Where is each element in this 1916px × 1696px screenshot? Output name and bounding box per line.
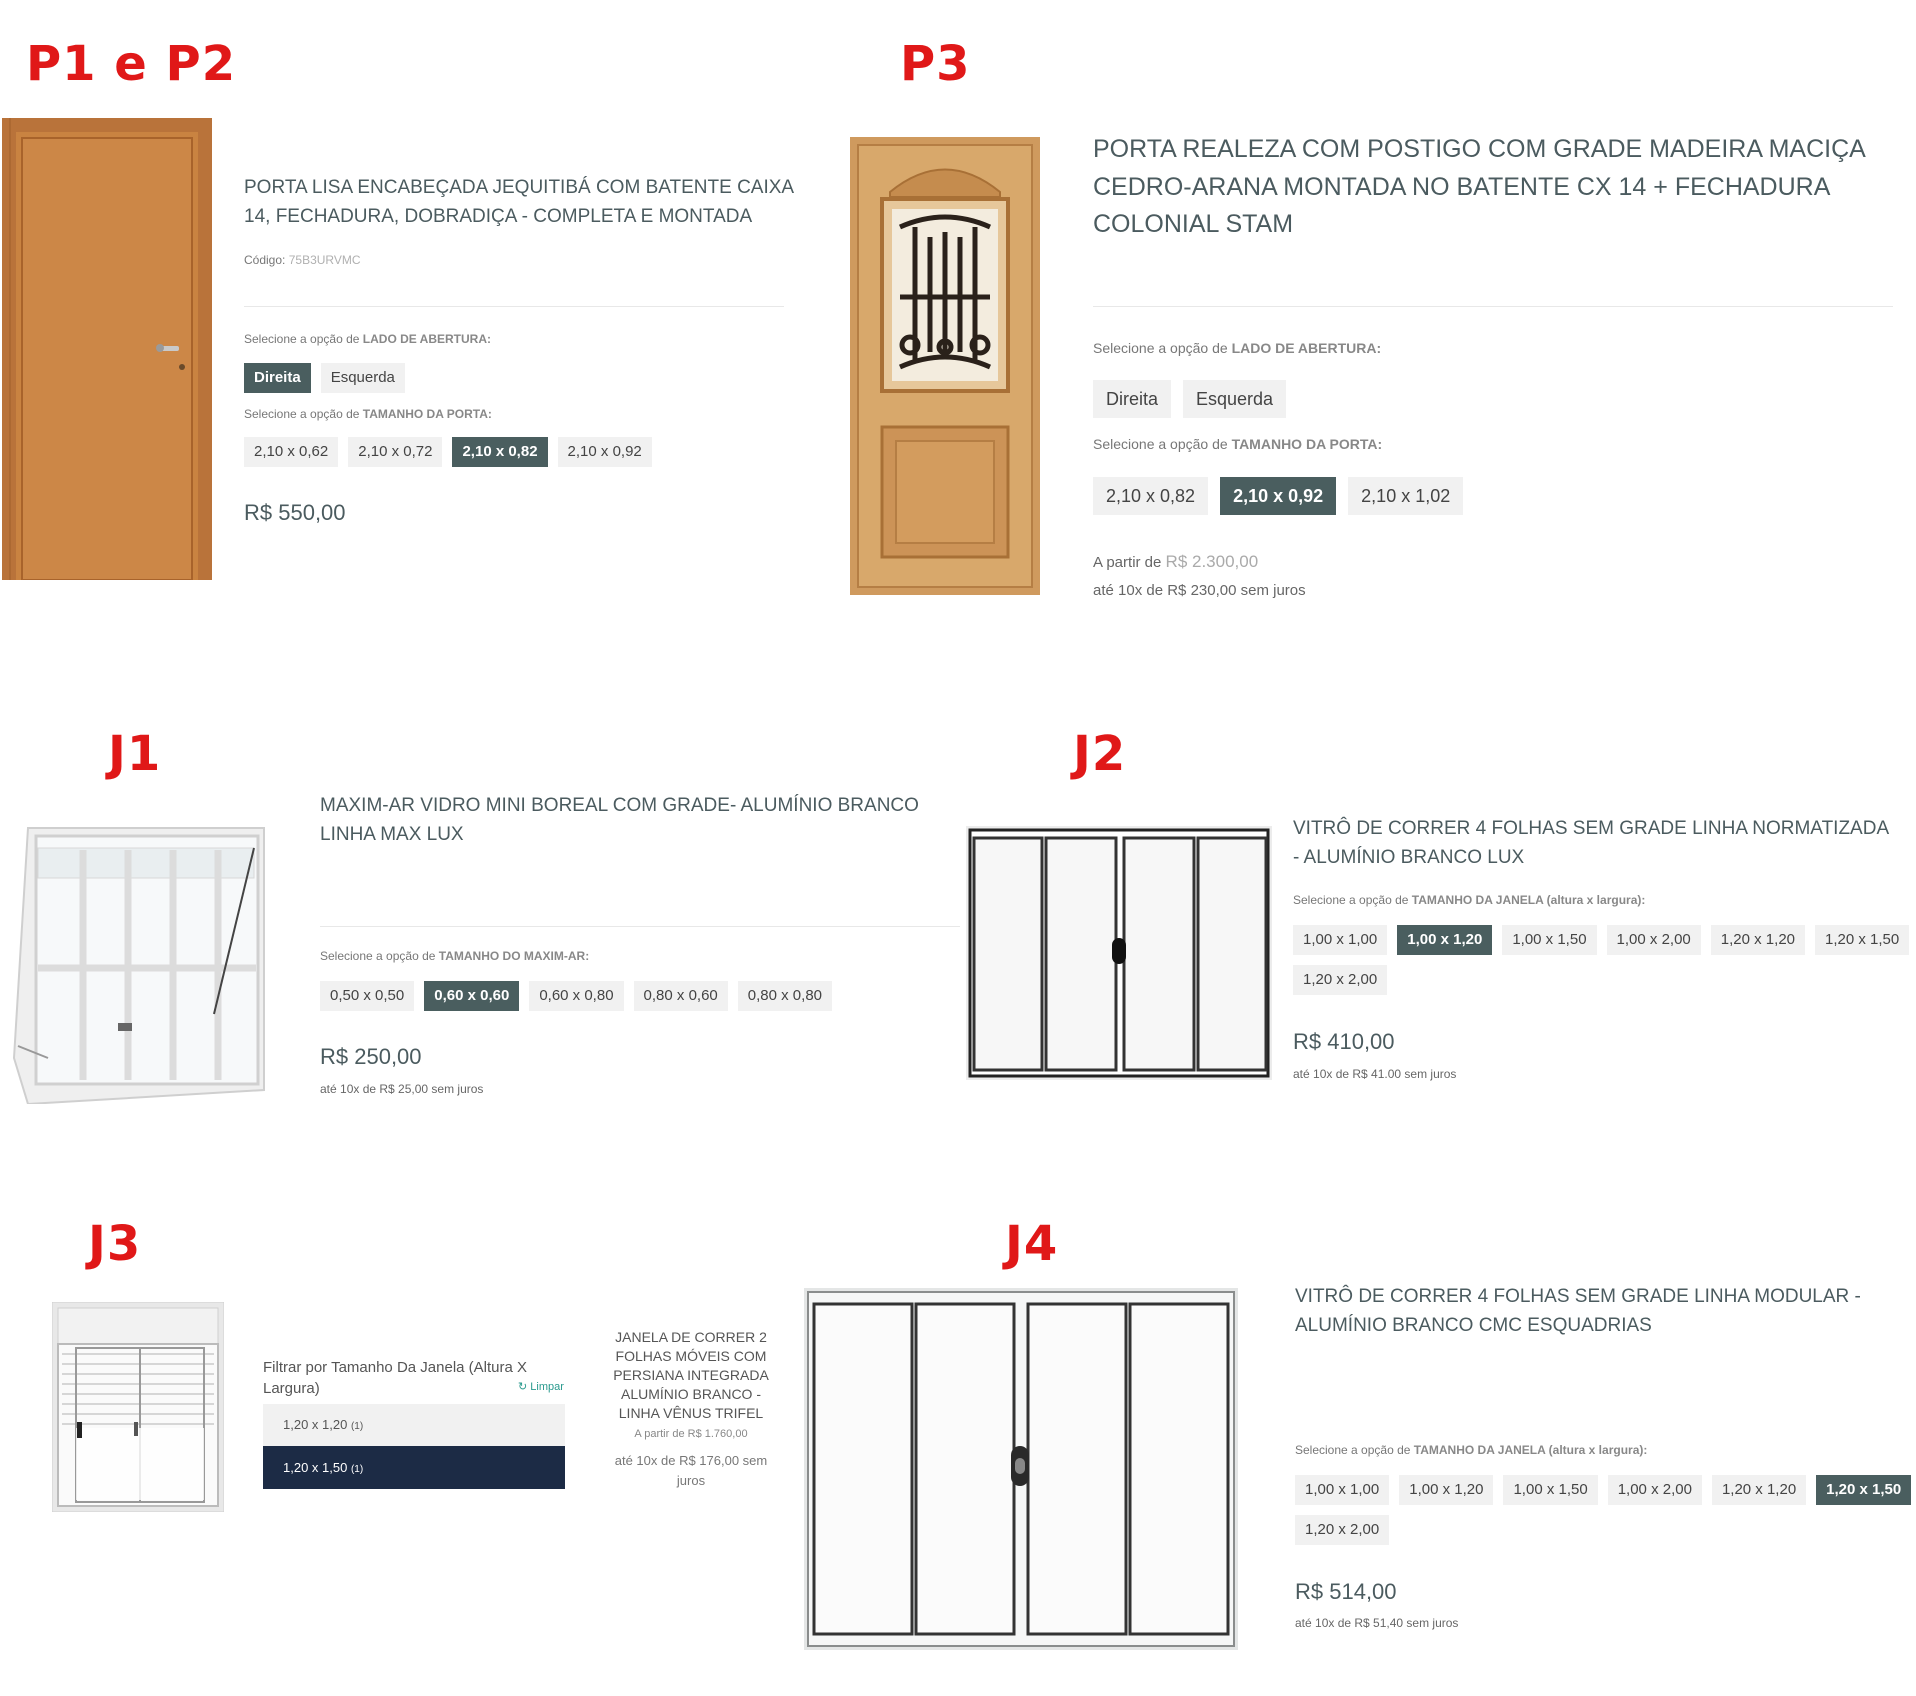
- j3-price: R$ 1.760,00: [687, 1428, 748, 1440]
- label-j3: J3: [88, 1216, 142, 1272]
- p1p2-size-options: [244, 437, 652, 467]
- option-esquerda[interactable]: Esquerda: [1183, 380, 1286, 418]
- j3-clear-button[interactable]: [518, 1380, 564, 1393]
- p3-open-options: [1093, 380, 1286, 418]
- p1p2-code: [244, 253, 361, 267]
- p3-open-label: Selecione a opção de LADO DE ABERTURA:: [1093, 340, 1382, 356]
- size-option[interactable]: 1,20 x 1,50: [1815, 925, 1909, 955]
- maxim-ar-window-icon: [8, 818, 270, 1104]
- p1p2-open-label: Selecione a opção de LADO DE ABERTURA:: [244, 332, 491, 346]
- size-option[interactable]: 0,80 x 0,60: [634, 981, 728, 1011]
- option-direita[interactable]: Direita: [1093, 380, 1171, 418]
- j3-product-name[interactable]: JANELA DE CORRER 2 FOLHAS MÓVEIS COM PERSIANA INTEGRADA ALUMÍNIO BRANCO - LINHA VÊNUS TRIFEL: [613, 1329, 769, 1421]
- j2-price: R$ 410,00: [1293, 1029, 1395, 1054]
- option-direita[interactable]: Direita: [244, 363, 311, 393]
- size-option[interactable]: 2,10 x 0,82: [1093, 477, 1208, 515]
- label-p3: P3: [900, 36, 971, 92]
- p1p2-product-title[interactable]: PORTA LISA ENCABEÇADA JEQUITIBÁ COM BATENTE CAIXA 14, FECHADURA, DOBRADIÇA - COMPLETA E MONTADA: [244, 177, 794, 227]
- j4-size-options: [1295, 1475, 1915, 1545]
- j2-size-label: Selecione a opção de TAMANHO DA JANELA (altura x largura):: [1293, 893, 1646, 907]
- divider: [320, 926, 960, 927]
- size-option[interactable]: 1,20 x 2,00: [1293, 965, 1387, 995]
- label-j1: J1: [108, 726, 162, 782]
- sliding-window-icon: [804, 1288, 1238, 1650]
- p3-product-title[interactable]: PORTA REALEZA COM POSTIGO COM GRADE MADEIRA MACIÇA CEDRO-ARANA MONTADA NO BATENTE CX 14 + FECHADURA COLONIAL STAM: [1093, 135, 1865, 238]
- j3-filter-title: Filtrar por Tamanho Da Janela (Altura X Largura): [263, 1359, 528, 1397]
- p3-size-label: Selecione a opção de TAMANHO DA PORTA:: [1093, 436, 1383, 452]
- label-p1-p2: P1 e P2: [26, 36, 237, 92]
- option-esquerda[interactable]: Esquerda: [321, 363, 405, 393]
- j4-size-label: Selecione a opção de TAMANHO DA JANELA (altura x largura):: [1295, 1443, 1648, 1457]
- size-option[interactable]: 0,60 x 0,60: [424, 981, 519, 1011]
- label-j4: J4: [1005, 1216, 1059, 1272]
- j1-installments: até 10x de R$ 25,00 sem juros: [320, 1082, 484, 1096]
- size-option[interactable]: 1,00 x 2,00: [1607, 925, 1701, 955]
- size-option[interactable]: 2,10 x 0,82: [452, 437, 547, 467]
- j3-filter-option[interactable]: 1,20 x 1,20 (1): [263, 1404, 565, 1446]
- divider: [1093, 306, 1893, 307]
- size-option[interactable]: 2,10 x 0,72: [348, 437, 442, 467]
- size-option[interactable]: 0,80 x 0,80: [738, 981, 832, 1011]
- j2-size-options: [1293, 925, 1915, 995]
- j3-filter-option-selected[interactable]: 1,20 x 1,50 (1): [263, 1446, 565, 1489]
- j1-size-options: [320, 981, 832, 1011]
- size-option[interactable]: 1,00 x 1,20: [1399, 1475, 1493, 1505]
- wooden-door-icon: [2, 118, 212, 580]
- p3-price-from: A partir de R$ 2.300,00: [1093, 552, 1259, 571]
- j1-price: R$ 250,00: [320, 1044, 422, 1069]
- j4-price: R$ 514,00: [1295, 1579, 1397, 1604]
- size-option[interactable]: 1,00 x 2,00: [1608, 1475, 1702, 1505]
- size-option[interactable]: 2,10 x 0,62: [244, 437, 338, 467]
- sliding-window-icon: [966, 826, 1272, 1080]
- size-option[interactable]: 0,50 x 0,50: [320, 981, 414, 1011]
- size-option[interactable]: 1,00 x 1,50: [1502, 925, 1596, 955]
- j4-product-title[interactable]: VITRÔ DE CORRER 4 FOLHAS SEM GRADE LINHA MODULAR - ALUMÍNIO BRANCO CMC ESQUADRIAS: [1295, 1286, 1861, 1336]
- j2-installments: até 10x de R$ 41.00 sem juros: [1293, 1067, 1457, 1081]
- size-option[interactable]: 1,00 x 1,00: [1295, 1475, 1389, 1505]
- j1-product-title[interactable]: MAXIM-AR VIDRO MINI BOREAL COM GRADE- ALUMÍNIO BRANCO LINHA MAX LUX: [320, 795, 919, 845]
- size-option[interactable]: 1,20 x 1,50: [1816, 1475, 1911, 1505]
- p3-installments: até 10x de R$ 230,00 sem juros: [1093, 582, 1306, 599]
- shutter-window-icon: [52, 1302, 224, 1512]
- carved-door-icon: [850, 137, 1040, 595]
- j3-price-from: A partir de R$ 1.760,00: [634, 1428, 748, 1440]
- p1p2-size-label: Selecione a opção de TAMANHO DA PORTA:: [244, 407, 492, 421]
- size-option[interactable]: 1,20 x 1,20: [1711, 925, 1805, 955]
- divider: [244, 306, 784, 307]
- size-option[interactable]: 2,10 x 0,92: [1220, 477, 1336, 515]
- j2-product-title[interactable]: VITRÔ DE CORRER 4 FOLHAS SEM GRADE LINHA NORMATIZADA - ALUMÍNIO BRANCO LUX: [1293, 818, 1889, 868]
- size-option[interactable]: 0,60 x 0,80: [529, 981, 623, 1011]
- label-j2: J2: [1073, 726, 1127, 782]
- size-option[interactable]: 1,00 x 1,00: [1293, 925, 1387, 955]
- p1p2-open-options: [244, 363, 405, 393]
- j3-clear-label: Limpar: [530, 1381, 564, 1393]
- size-option[interactable]: 1,00 x 1,50: [1503, 1475, 1597, 1505]
- p3-price: R$ 2.300,00: [1165, 552, 1259, 571]
- size-option[interactable]: 2,10 x 1,02: [1348, 477, 1463, 515]
- size-option[interactable]: 1,20 x 1,20: [1712, 1475, 1806, 1505]
- p1p2-code-label: Código:: [244, 253, 286, 267]
- j3-installments: até 10x de R$ 176,00 sem juros: [614, 1453, 768, 1488]
- p1p2-price: R$ 550,00: [244, 500, 346, 525]
- p1p2-code-value: 75B3URVMC: [288, 253, 361, 267]
- j4-installments: até 10x de R$ 51,40 sem juros: [1295, 1616, 1459, 1630]
- j1-size-label: Selecione a opção de TAMANHO DO MAXIM-AR:: [320, 949, 590, 963]
- p3-size-options: [1093, 477, 1463, 515]
- size-option[interactable]: 1,20 x 2,00: [1295, 1515, 1389, 1545]
- size-option[interactable]: 1,00 x 1,20: [1397, 925, 1492, 955]
- size-option[interactable]: 2,10 x 0,92: [558, 437, 652, 467]
- refresh-icon: ↻: [518, 1381, 528, 1393]
